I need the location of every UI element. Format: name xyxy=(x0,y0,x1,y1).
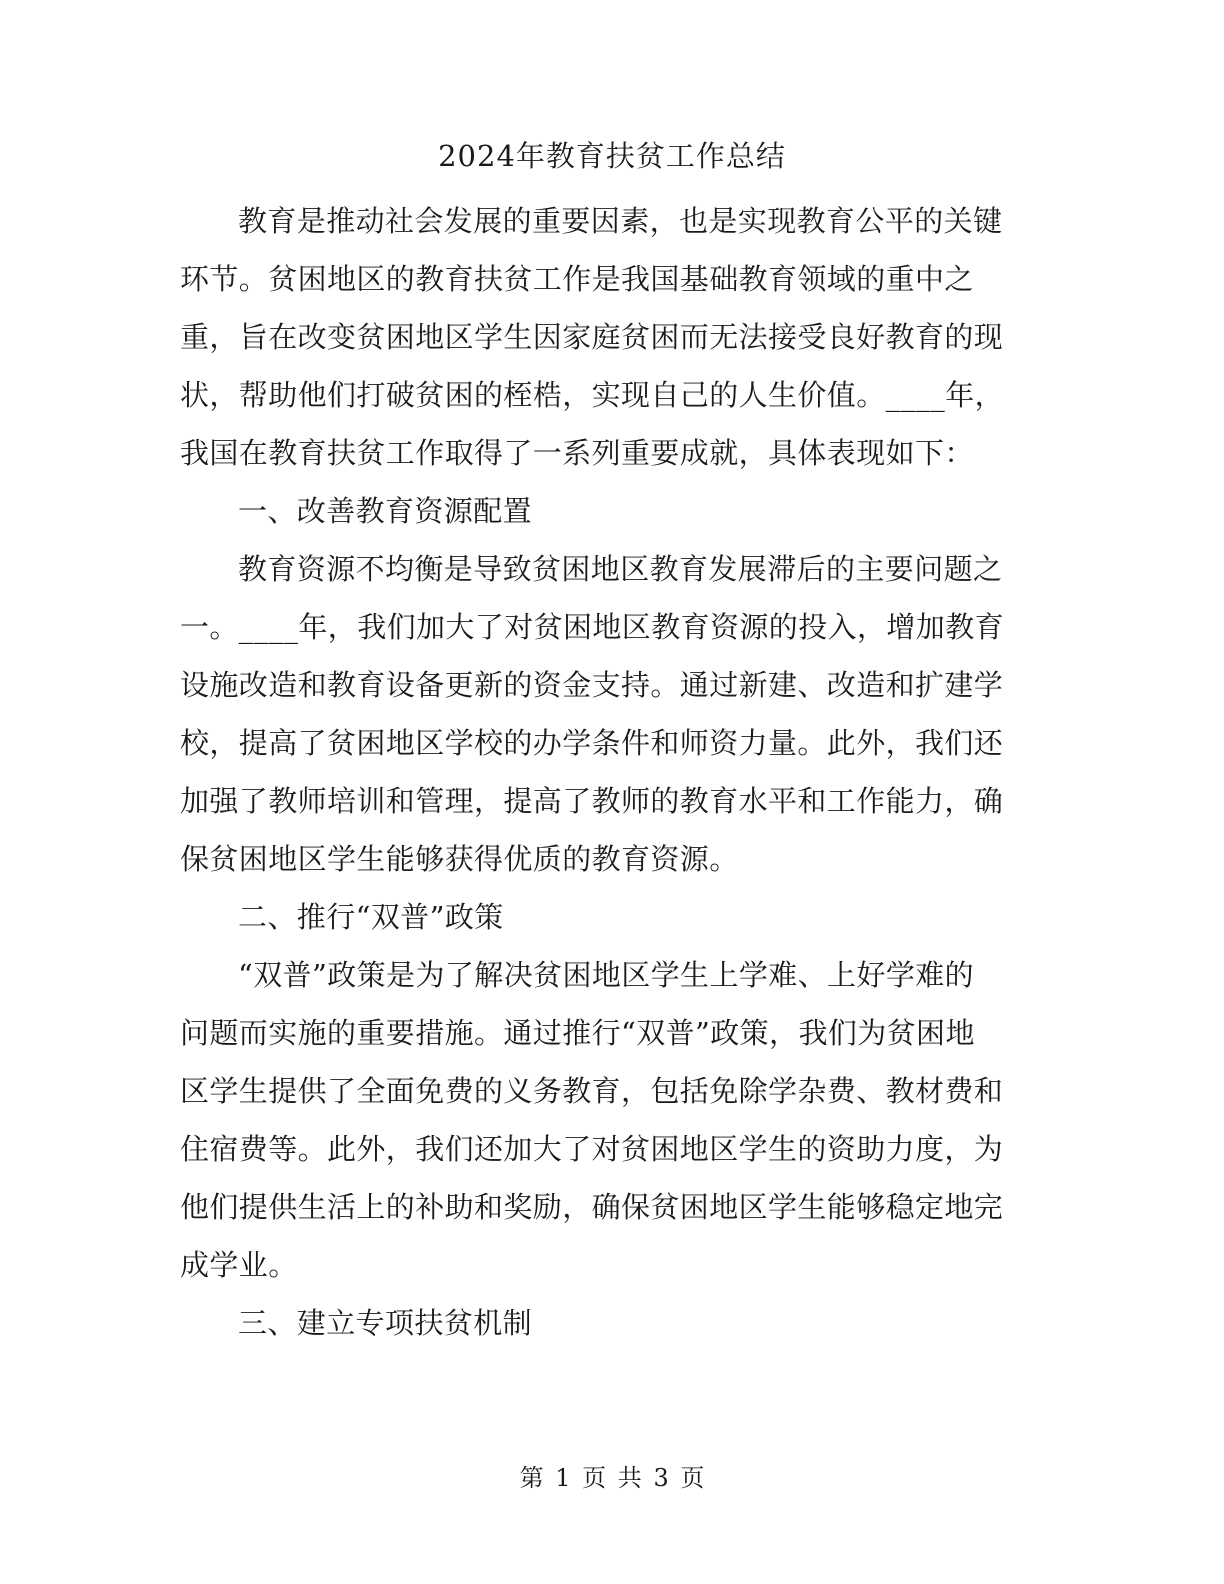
body-line-section1-4: 校，提高了贫困地区学校的办学条件和师资力量。此外，我们还 xyxy=(180,726,1004,760)
body-line-section2-3: 区学生提供了全面免费的义务教育，包括免除学杂费、教材费和 xyxy=(180,1074,1004,1108)
document-title: 2024年教育扶贫工作总结 xyxy=(438,139,786,173)
page-number-footer: 第 1 页 共 3 页 xyxy=(519,1464,705,1492)
body-line-section1-1: 教育资源不均衡是导致贫困地区教育发展滞后的主要问题之 xyxy=(238,552,1003,586)
body-line-section2-6: 成学业。 xyxy=(180,1248,298,1282)
section-heading-3: 三、建立专项扶贫机制 xyxy=(238,1306,533,1340)
body-line-section1-3: 设施改造和教育设备更新的资金支持。通过新建、改造和扩建学 xyxy=(180,668,1004,702)
body-line-section1-2: 一。____年，我们加大了对贫困地区教育资源的投入，增加教育 xyxy=(180,610,1005,644)
body-line-section1-6: 保贫困地区学生能够获得优质的教育资源。 xyxy=(180,842,739,876)
body-line-intro-5: 我国在教育扶贫工作取得了一系列重要成就，具体表现如下： xyxy=(180,436,974,470)
body-line-section1-5: 加强了教师培训和管理，提高了教师的教育水平和工作能力，确 xyxy=(180,784,1004,818)
body-line-section2-5: 他们提供生活上的补助和奖励，确保贫困地区学生能够稳定地完 xyxy=(180,1190,1004,1224)
body-line-section2-4: 住宿费等。此外，我们还加大了对贫困地区学生的资助力度，为 xyxy=(180,1132,1004,1166)
body-line-section2-1: “双普”政策是为了解决贫困地区学生上学难、上好学难的 xyxy=(238,958,975,992)
body-line-intro-4: 状，帮助他们打破贫困的桎梏，实现自己的人生价值。____年， xyxy=(180,378,1005,412)
section-heading-1: 一、改善教育资源配置 xyxy=(238,494,533,528)
body-line-intro-2: 环节。贫困地区的教育扶贫工作是我国基础教育领域的重中之 xyxy=(180,262,974,296)
section-heading-2: 二、推行“双普”政策 xyxy=(238,900,504,934)
body-line-intro-1: 教育是推动社会发展的重要因素，也是实现教育公平的关键 xyxy=(238,204,1003,238)
body-line-section2-2: 问题而实施的重要措施。通过推行“双普”政策，我们为贫困地 xyxy=(180,1016,975,1050)
document-body xyxy=(180,192,1018,1352)
body-line-intro-3: 重，旨在改变贫困地区学生因家庭贫困而无法接受良好教育的现 xyxy=(180,320,1004,354)
